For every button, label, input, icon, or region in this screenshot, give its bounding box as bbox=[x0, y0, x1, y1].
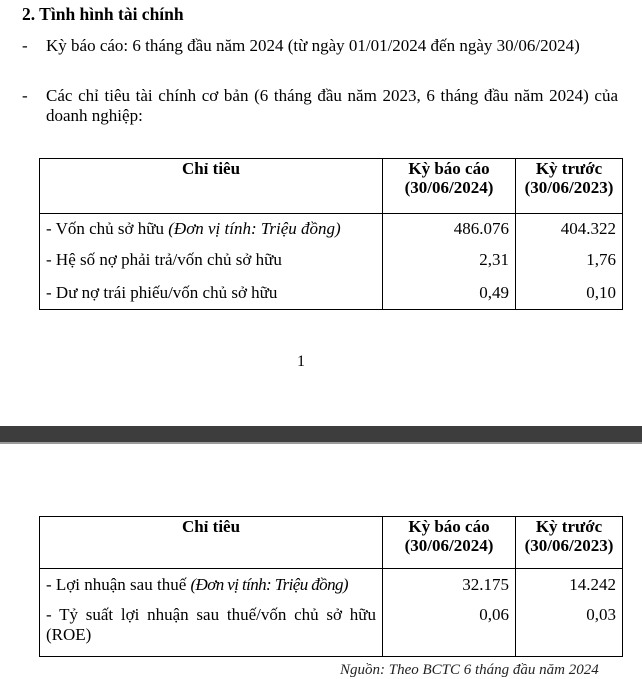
bullet-dash: - bbox=[22, 86, 28, 105]
row-label: - Vốn chủ sở hữu (Đơn vị tính: Triệu đồng) bbox=[40, 214, 383, 244]
row-label: - Tỷ suất lợi nhuận sau thuế/vốn chủ sở hữu (ROE) bbox=[40, 601, 383, 657]
row-label: - Dư nợ trái phiếu/vốn chủ sở hữu bbox=[40, 277, 383, 310]
source-footnote: Nguồn: Theo BCTC 6 tháng đầu năm 2024 bbox=[340, 662, 599, 678]
row-current-value: 0,06 bbox=[383, 601, 516, 657]
table-row bbox=[40, 601, 623, 657]
header-indicator: Chỉ tiêu bbox=[40, 159, 383, 214]
page-separator bbox=[0, 426, 642, 442]
page-separator-edge bbox=[0, 442, 642, 444]
row-label: - Lợi nhuận sau thuế (Đơn vị tính: Triệu đồng) bbox=[40, 569, 383, 601]
header-indicator: Chỉ tiêu bbox=[40, 517, 383, 569]
table-row bbox=[40, 277, 623, 310]
table-row bbox=[40, 244, 623, 277]
header-current-period: Kỳ báo cáo (30/06/2024) bbox=[383, 159, 516, 214]
row-previous-value: 404.322 bbox=[516, 214, 623, 244]
section-heading: 2. Tình hình tài chính bbox=[22, 4, 184, 24]
row-previous-value: 14.242 bbox=[516, 569, 623, 601]
header-previous-period: Kỳ trước (30/06/2023) bbox=[516, 517, 623, 569]
bullet-indicators-intro bbox=[22, 86, 618, 126]
row-current-value: 486.076 bbox=[383, 214, 516, 244]
row-current-value: 2,31 bbox=[383, 244, 516, 277]
table-header-row bbox=[40, 159, 623, 214]
row-previous-value: 0,10 bbox=[516, 277, 623, 310]
header-previous-period: Kỳ trước (30/06/2023) bbox=[516, 159, 623, 214]
table-header-row bbox=[40, 517, 623, 569]
row-label: - Hệ số nợ phải trả/vốn chủ sở hữu bbox=[40, 244, 383, 277]
header-current-period: Kỳ báo cáo (30/06/2024) bbox=[383, 517, 516, 569]
financial-table-1 bbox=[39, 158, 623, 310]
bullet-text: Kỳ báo cáo: 6 tháng đầu năm 2024 (từ ngày 01/01/2024 đến ngày 30/06/2024) bbox=[46, 36, 580, 55]
financial-table-2 bbox=[39, 516, 623, 657]
bullet-reporting-period bbox=[22, 36, 618, 56]
table-row bbox=[40, 569, 623, 601]
page-number: 1 bbox=[297, 353, 305, 370]
row-previous-value: 0,03 bbox=[516, 601, 623, 657]
bullet-dash: - bbox=[22, 36, 28, 55]
row-current-value: 32.175 bbox=[383, 569, 516, 601]
table-row bbox=[40, 214, 623, 244]
row-previous-value: 1,76 bbox=[516, 244, 623, 277]
bullet-text: Các chỉ tiêu tài chính cơ bản (6 tháng đầu năm 2023, 6 tháng đầu năm 2024) của doanh nghiệp: bbox=[46, 86, 618, 125]
row-current-value: 0,49 bbox=[383, 277, 516, 310]
